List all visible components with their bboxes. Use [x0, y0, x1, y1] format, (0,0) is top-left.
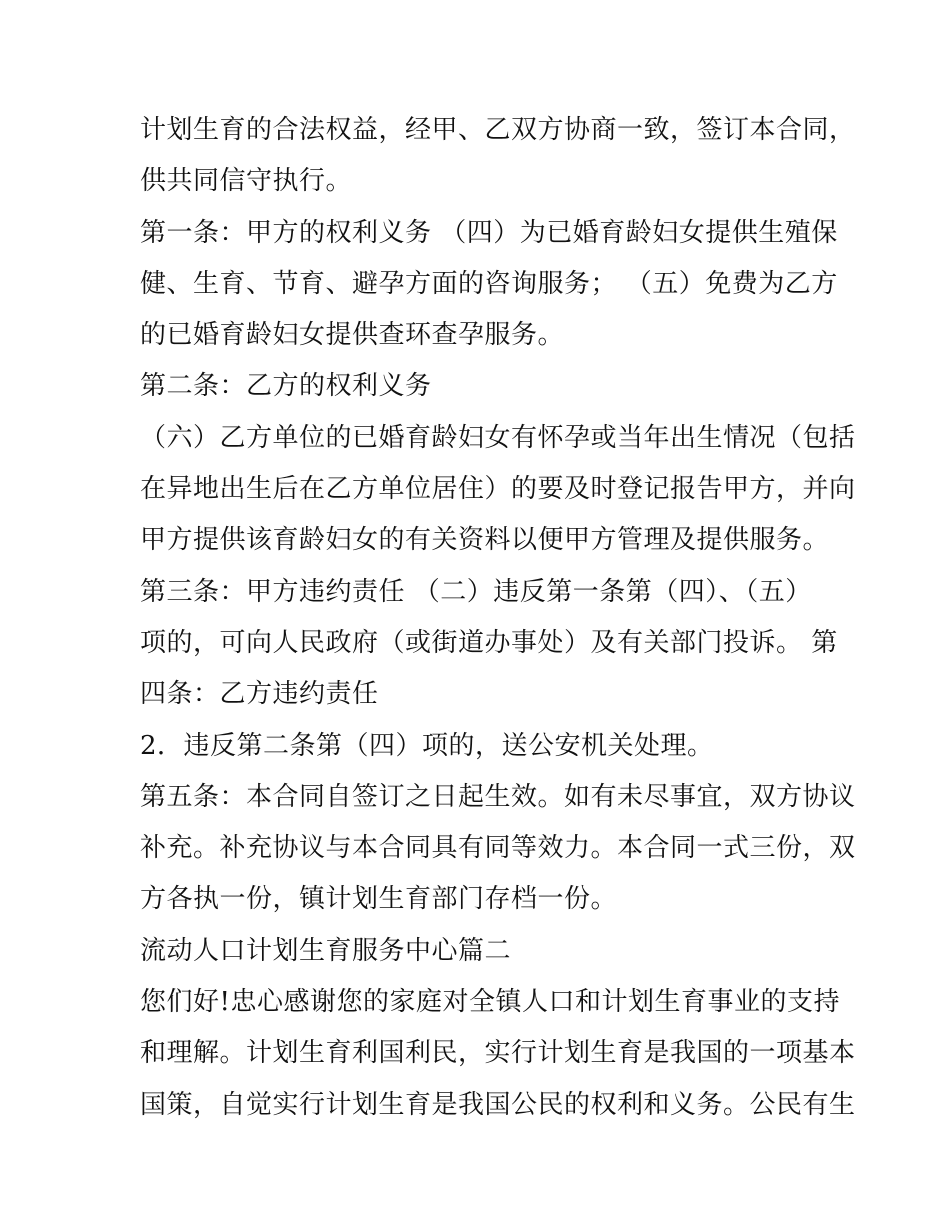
- text-line: 第一条：甲方的权利义务 （四）为已婚育龄妇女提供生殖保: [140, 217, 838, 248]
- text-line: 2．违反第二条第（四）项的，送公安机关处理。: [140, 730, 714, 761]
- text-line: 项的，可向人民政府（或街道办事处）及有关部门投诉。 第: [140, 627, 838, 658]
- text-line: 在异地出生后在乙方单位居住）的要及时登记报告甲方，并向: [140, 474, 856, 505]
- text-line: 甲方提供该育龄妇女的有关资料以便甲方管理及提供服务。: [140, 525, 830, 556]
- text-line: 供共同信守执行。: [140, 166, 353, 197]
- text-line: 补充。补充协议与本合同具有同等效力。本合同一式三份，双: [140, 833, 856, 864]
- text-line: 第五条：本合同自签订之日起生效。如有未尽事宜，双方协议: [140, 781, 856, 812]
- text-line: （六）乙方单位的已婚育龄妇女有怀孕或当年出生情况（包括: [140, 422, 856, 453]
- text-line: 方各执一份，镇计划生育部门存档一份。: [140, 884, 618, 915]
- text-line: 第三条：甲方违约责任 （二）违反第一条第（四）、（五）: [140, 576, 812, 607]
- text-line: 和理解。计划生育利国利民，实行计划生育是我国的一项基本: [140, 1038, 856, 1069]
- text-line: 您们好!忠心感谢您的家庭对全镇人口和计划生育事业的支持: [140, 987, 840, 1018]
- text-line: 的已婚育龄妇女提供查环查孕服务。: [140, 320, 565, 351]
- section-heading: 第二条：乙方的权利义务: [140, 371, 432, 402]
- section-title: 流动人口计划生育服务中心篇二: [140, 935, 512, 966]
- text-line: 四条：乙方违约责任: [140, 679, 379, 710]
- document-body: [140, 105, 856, 1131]
- text-line: 国策，自觉实行计划生育是我国公民的权利和义务。公民有生: [140, 1089, 856, 1120]
- text-line: 健、生育、节育、避孕方面的咨询服务； （五）免费为乙方: [140, 268, 838, 299]
- text-line: 计划生育的合法权益，经甲、乙双方协商一致，签订本合同，: [140, 115, 856, 145]
